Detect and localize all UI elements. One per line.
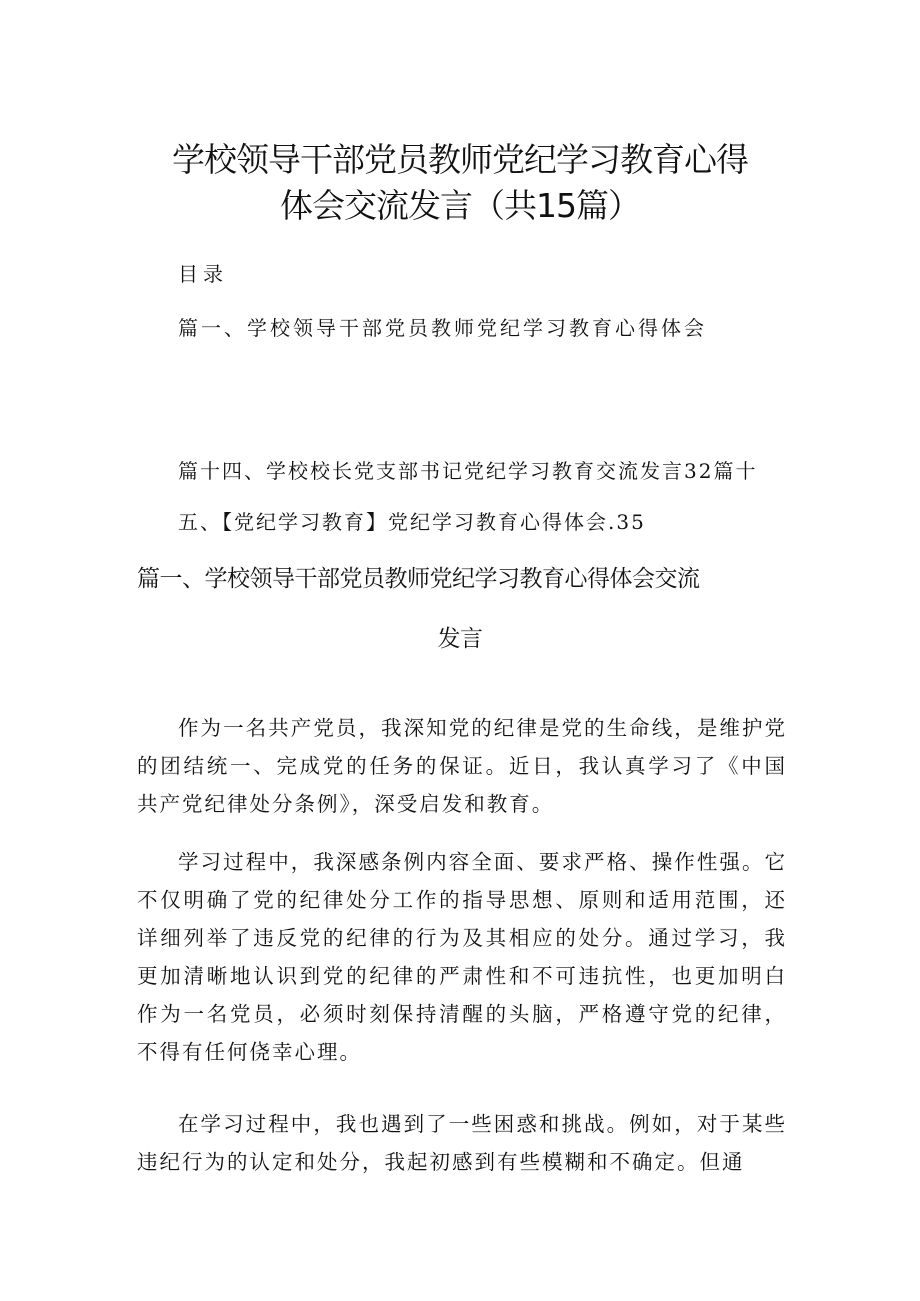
body-paragraph: 学习过程中，我深感条例内容全面、要求严格、操作性强。它不仅明确了党的纪律处分工作的指导思想、原则和适用范围，还详细列举了违反党的纪律的行为及其相应的处分。通过学习，我更加清晰地认识到党的纪律的严肃性和不可违抗性，也更加明白作为一名党员，必须时刻保持清醒的头脑，严格遵守党的纪律，不得有任何侥幸心理。 [137, 850, 787, 1064]
section-heading-line-2: 发言 [437, 626, 483, 652]
toc-entry: 篇十四、学校校长党支部书记党纪学习教育交流发言32篇十 [178, 459, 758, 483]
body-paragraph: 在学习过程中，我也遇到了一些困惑和挑战。例如，对于某些违纪行为的认定和处分，我起初感到有些模糊和不确定。但通 [137, 1112, 787, 1174]
document-title-line-2: 体会交流发言（共15篇） [280, 186, 640, 225]
document-title-line-1: 学校领导干部党员教师党纪学习教育心得 [172, 140, 748, 179]
toc-label: 目录 [178, 262, 228, 286]
toc-entry: 篇一、学校领导干部党员教师党纪学习教育心得体会 [178, 316, 707, 340]
body-paragraph: 作为一名共产党员，我深知党的纪律是党的生命线，是维护党的团结统一、完成党的任务的保证。近日，我认真学习了《中国共产党纪律处分条例》，深受启发和教育。 [137, 716, 787, 816]
toc-entry: 五、【党纪学习教育】党纪学习教育心得体会.35 [178, 510, 646, 534]
section-heading-line-1: 篇一、学校领导干部党员教师党纪学习教育心得体会交流 [137, 566, 700, 592]
